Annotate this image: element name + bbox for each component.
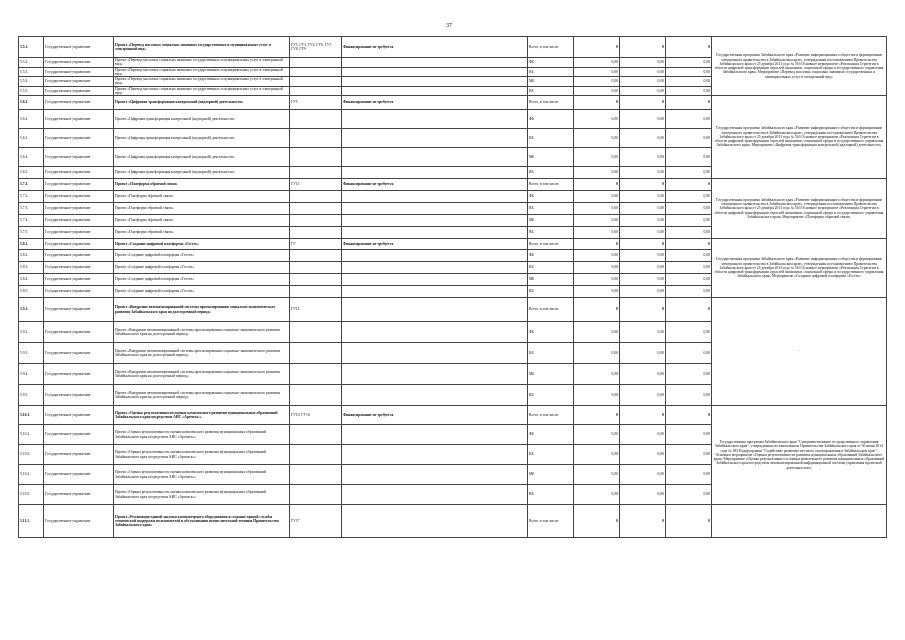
project-name: Проект «Перевод массовых социально значимых государственных и муниципальных услуг в электронный вид» — [114, 86, 290, 96]
financing-note — [342, 262, 528, 274]
value-2024: 0,00 — [666, 203, 712, 215]
financing-note: Финансирование не требуется — [342, 37, 528, 58]
value-2023: 0,00 — [620, 86, 666, 96]
project-name: Проект «Внедрение автоматизированной системы прогнозирования социально-экономического развития Забайкальского края на долгосрочный период» — [114, 322, 290, 343]
value-2024: 0 — [666, 96, 712, 110]
financing-note — [342, 505, 528, 538]
org-cell: Государственное управление — [44, 191, 114, 203]
value-2022: 0,00 — [574, 465, 620, 485]
row-number: 5.6.3. — [19, 129, 44, 148]
indicators-cell — [290, 148, 342, 167]
indicators-cell — [290, 250, 342, 262]
row-number: 5.10.5. — [19, 485, 44, 505]
value-2022: 0,00 — [574, 485, 620, 505]
financing-note — [342, 343, 528, 364]
row-number: 5.7.3. — [19, 203, 44, 215]
project-name: Проект «Оценка результативности оценки комплексного развития муниципальных образований Забайкальского края посредством АИС «Аргента»» — [114, 425, 290, 445]
project-name: Проект «Цифровая трансформация контрольной (надзорной) деятельности» — [114, 148, 290, 167]
org-cell: Государственное управление — [44, 385, 114, 406]
value-2024: 0,00 — [666, 191, 712, 203]
value-2022: 0,00 — [574, 364, 620, 385]
table-row — [19, 505, 887, 538]
funding-source: ФБ — [528, 191, 574, 203]
project-name: Проект «Создание цифровой платформы «Гостех» — [114, 286, 290, 298]
financing-note — [342, 148, 528, 167]
value-2024: 0 — [666, 406, 712, 425]
financing-note — [342, 364, 528, 385]
project-name: Проект «Платформа обратной связи» — [114, 191, 290, 203]
org-cell: Государственное управление — [44, 129, 114, 148]
value-2023: 0,00 — [620, 385, 666, 406]
value-2023: 0,00 — [620, 262, 666, 274]
financing-note — [342, 58, 528, 68]
value-2023: 0,00 — [620, 286, 666, 298]
project-name: Проект «Создание цифровой платформы «Гостех» — [114, 239, 290, 250]
org-cell: Государственное управление — [44, 203, 114, 215]
value-2022: 0,00 — [574, 77, 620, 87]
funding-source: КБ — [528, 67, 574, 77]
project-name: Проект «Перевод массовых социально значимых государственных и муниципальных услуг в электронный вид» — [114, 58, 290, 68]
project-name: Проект «Цифровая трансформация контрольной (надзорной) деятельности» — [114, 167, 290, 179]
value-2023: 0,00 — [620, 425, 666, 445]
indicators-cell — [290, 67, 342, 77]
org-cell: Государственное управление — [44, 425, 114, 445]
org-cell: Государственное управление — [44, 227, 114, 239]
table-row — [19, 298, 887, 322]
row-number: 5.9.1. — [19, 298, 44, 322]
value-2022: 0,00 — [574, 58, 620, 68]
funding-source: Всего, в том числе: — [528, 505, 574, 538]
value-2023: 0 — [620, 96, 666, 110]
org-cell: Государственное управление — [44, 286, 114, 298]
row-number: 5.6.2. — [19, 110, 44, 129]
project-name: Проект «Создание цифровой платформы «Гостех» — [114, 262, 290, 274]
program-reference-note: - — [712, 298, 887, 406]
funding-source: ФБ — [528, 250, 574, 262]
indicators-cell: ГУ17 — [290, 505, 342, 538]
financing-note — [342, 465, 528, 485]
value-2022: 0 — [574, 298, 620, 322]
project-name: Проект «Внедрение автоматизированной системы прогнозирования социально-экономического развития Забайкальского края на долгосрочный период» — [114, 364, 290, 385]
value-2022: 0 — [574, 406, 620, 425]
value-2024: 0,00 — [666, 322, 712, 343]
org-cell: Государственное управление — [44, 274, 114, 286]
value-2024: 0,00 — [666, 274, 712, 286]
value-2023: 0,00 — [620, 77, 666, 87]
indicators-cell — [290, 191, 342, 203]
indicators-cell — [290, 343, 342, 364]
funding-source: КБ — [528, 262, 574, 274]
financing-note — [342, 110, 528, 129]
value-2022: 0,00 — [574, 67, 620, 77]
value-2022: 0 — [574, 239, 620, 250]
row-number: 5.8.1. — [19, 239, 44, 250]
value-2024: 0,00 — [666, 286, 712, 298]
value-2024: 0,00 — [666, 364, 712, 385]
value-2022: 0,00 — [574, 129, 620, 148]
value-2023: 0,00 — [620, 250, 666, 262]
org-cell: Государственное управление — [44, 406, 114, 425]
value-2023: 0,00 — [620, 129, 666, 148]
funding-source: ВБ — [528, 167, 574, 179]
value-2024: 0,00 — [666, 250, 712, 262]
financing-note — [342, 191, 528, 203]
indicators-cell — [290, 465, 342, 485]
funding-source: ВБ — [528, 385, 574, 406]
project-name: Проект «Оценка результативности оценки комплексного развития муниципальных образований Забайкальского края посредством АИС «Аргента»» — [114, 406, 290, 425]
indicators-cell — [290, 364, 342, 385]
financing-note — [342, 485, 528, 505]
value-2022: 0,00 — [574, 274, 620, 286]
row-number: 5.6.1. — [19, 96, 44, 110]
row-number: 5.9.3. — [19, 343, 44, 364]
indicators-cell — [290, 77, 342, 87]
value-2022: 0,00 — [574, 343, 620, 364]
indicators-cell — [290, 86, 342, 96]
value-2022: 0,00 — [574, 110, 620, 129]
value-2024: 0,00 — [666, 148, 712, 167]
org-cell: Государственное управление — [44, 485, 114, 505]
funding-source: Всего, в том числе: — [528, 179, 574, 191]
row-number: 5.10.1. — [19, 406, 44, 425]
value-2022: 0 — [574, 37, 620, 58]
financing-note — [342, 77, 528, 87]
org-cell: Государственное управление — [44, 96, 114, 110]
indicators-cell — [290, 203, 342, 215]
value-2024: 0,00 — [666, 77, 712, 87]
funding-source: КБ — [528, 129, 574, 148]
value-2022: 0,00 — [574, 262, 620, 274]
funding-source: КБ — [528, 343, 574, 364]
indicators-cell — [290, 286, 342, 298]
org-cell: Государственное управление — [44, 86, 114, 96]
row-number: 5.7.4. — [19, 215, 44, 227]
financing-note — [342, 425, 528, 445]
funding-source: Всего, в том числе: — [528, 239, 574, 250]
funding-source: МБ — [528, 77, 574, 87]
row-number: 5.6.4. — [19, 148, 44, 167]
value-2024: 0 — [666, 298, 712, 322]
financing-note — [342, 385, 528, 406]
funding-source: КБ — [528, 445, 574, 465]
financing-note: Финансирование не требуется — [342, 239, 528, 250]
row-number: 5.8.3. — [19, 262, 44, 274]
indicators-cell — [290, 58, 342, 68]
project-name: Проект «Внедрение автоматизированной системы прогнозирования социально-экономического развития Забайкальского края на долгосрочный период» — [114, 385, 290, 406]
funding-source: ВБ — [528, 227, 574, 239]
row-number: 5.7.5. — [19, 227, 44, 239]
financing-note — [342, 67, 528, 77]
indicators-cell: ГУ13 — [290, 179, 342, 191]
project-name: Проект «Платформа обратной связи» — [114, 179, 290, 191]
value-2024: 0,00 — [666, 215, 712, 227]
value-2023: 0,00 — [620, 274, 666, 286]
org-cell: Государственное управление — [44, 58, 114, 68]
program-reference-note: Государственная программа Забайкальского края «Развитие информационного общества и формирование электронного правительства в Забайкальском крае», утвержденная постановлением Правительства Забайкальского края от 25 декабря 2013 года № 563 Основное мероприятие «Реализация Стратегии в области цифровой трансформации отраслей экономики, социальной сферы и государственного управления Забайкальского края» Мероприятие «Платформа обратной связи» — [712, 179, 887, 239]
value-2022: 0 — [574, 96, 620, 110]
value-2023: 0,00 — [620, 364, 666, 385]
value-2023: 0,00 — [620, 322, 666, 343]
financing-note — [342, 129, 528, 148]
value-2023: 0,00 — [620, 110, 666, 129]
table-row — [19, 96, 887, 110]
indicators-cell — [290, 385, 342, 406]
value-2023: 0 — [620, 298, 666, 322]
program-reference-note: Государственная программа Забайкальского края "Совершенствование государственного управления Забайкальского края", утвержденная постановлением Правительства Забайкальского края от 30 июня 2014 года № 383 Подпрограмма "Содействие развитию местного самоуправления в Забайкальском крае". Основное мероприятие «Оценка результативности развития муниципальных образований Забайкальского края» Мероприятие «Оценка результативности оценки комплексного развития муниципальных образований Забайкальского края посредством автоматизированной информационной системы управления проектной деятельностью» — [712, 406, 887, 505]
project-name: Проект «Цифровая трансформация контрольной (надзорной) деятельности» — [114, 96, 290, 110]
org-cell: Государственное управление — [44, 298, 114, 322]
value-2024: 0,00 — [666, 485, 712, 505]
indicators-cell: ГУ — [290, 239, 342, 250]
value-2023: 0,00 — [620, 343, 666, 364]
project-name: Проект «Внедрение автоматизированной системы прогнозирования социально-экономического развития Забайкальского края на долгосрочный период» — [114, 343, 290, 364]
value-2024: 0,00 — [666, 58, 712, 68]
financing-note: Финансирование не требуется — [342, 96, 528, 110]
value-2023: 0,00 — [620, 465, 666, 485]
value-2022: 0,00 — [574, 227, 620, 239]
indicators-cell: ГУ14 — [290, 298, 342, 322]
financing-note — [342, 227, 528, 239]
funding-source: ФБ — [528, 110, 574, 129]
row-number: 5.8.2. — [19, 250, 44, 262]
project-name: Проект «Оценка результативности оценки комплексного развития муниципальных образований Забайкальского края посредством АИС «Аргента»» — [114, 445, 290, 465]
project-name: Проект «Внедрение автоматизированной системы прогнозирования социально-экономического развития Забайкальского края на долгосрочный период» — [114, 298, 290, 322]
org-cell: Государственное управление — [44, 110, 114, 129]
program-reference-note: Государственная программа Забайкальского края «Развитие информационного общества и формирование электронного правительства в Забайкальском крае», утвержденная постановлением Правительства Забайкальского края от 25 декабря 2013 года № 563 Основное мероприятие «Реализация Стратегии в области цифровой трансформации отраслей экономики, социальной сферы и государственного управления Забайкальского края» Мероприятие «Перевод массовых социально значимых государственных и муниципальных услуг в электронный вид» — [712, 37, 887, 96]
indicators-cell: ГУ5 — [290, 96, 342, 110]
financing-note — [342, 203, 528, 215]
value-2023: 0,00 — [620, 227, 666, 239]
project-name: Проект «Перевод массовых социально значимых государственных и муниципальных услуг в электронный вид» — [114, 37, 290, 58]
project-name: Проект «Цифровая трансформация контрольной (надзорной) деятельности» — [114, 110, 290, 129]
table-row — [19, 406, 887, 425]
value-2023: 0 — [620, 505, 666, 538]
value-2024: 0,00 — [666, 110, 712, 129]
row-number: 5.7.2. — [19, 191, 44, 203]
value-2024: 0,00 — [666, 129, 712, 148]
value-2022: 0,00 — [574, 425, 620, 445]
project-name: Проект «Цифровая трансформация контрольной (надзорной) деятельности» — [114, 129, 290, 148]
value-2022: 0,00 — [574, 445, 620, 465]
financing-note — [342, 250, 528, 262]
financing-note — [342, 322, 528, 343]
project-name: Проект «Оценка результативности оценки комплексного развития муниципальных образований Забайкальского края посредством АИС «Аргента»» — [114, 465, 290, 485]
row-number: 5.5.4. — [19, 77, 44, 87]
row-number: 5.5.5. — [19, 86, 44, 96]
value-2024: 0 — [666, 239, 712, 250]
org-cell: Государственное управление — [44, 250, 114, 262]
indicators-cell — [290, 227, 342, 239]
value-2024: 0,00 — [666, 465, 712, 485]
value-2024: 0 — [666, 505, 712, 538]
row-number: 5.7.1. — [19, 179, 44, 191]
project-name: Проект «Создание цифровой платформы «Гостех» — [114, 250, 290, 262]
value-2024: 0 — [666, 179, 712, 191]
row-number: 5.9.2. — [19, 322, 44, 343]
value-2022: 0,00 — [574, 286, 620, 298]
funding-source: МБ — [528, 364, 574, 385]
program-reference-note — [712, 505, 887, 538]
program-reference-note: Государственная программа Забайкальского края «Развитие информационного общества и формирование электронного правительства в Забайкальском крае», утвержденная постановлением Правительства Забайкальского края от 25 декабря 2013 года № 563 Основное мероприятие «Реализация Стратегии в области цифровой трансформации отраслей экономики, социальной сферы и государственного управления Забайкальского края» Мероприятие «Цифровая трансформация контрольной (надзорной) деятельности» — [712, 96, 887, 179]
financing-note — [342, 445, 528, 465]
funding-source: МБ — [528, 215, 574, 227]
value-2023: 0,00 — [620, 445, 666, 465]
indicators-cell — [290, 425, 342, 445]
value-2024: 0 — [666, 37, 712, 58]
indicators-cell — [290, 129, 342, 148]
value-2024: 0,00 — [666, 343, 712, 364]
row-number: 5.8.5. — [19, 286, 44, 298]
indicators-cell: ГУ10, ГУ16 — [290, 406, 342, 425]
indicators-cell — [290, 445, 342, 465]
funding-source: ВБ — [528, 485, 574, 505]
funding-source: ФБ — [528, 322, 574, 343]
org-cell: Государственное управление — [44, 465, 114, 485]
table-row — [19, 239, 887, 250]
org-cell: Государственное управление — [44, 322, 114, 343]
indicators-cell — [290, 110, 342, 129]
value-2023: 0,00 — [620, 167, 666, 179]
org-cell: Государственное управление — [44, 148, 114, 167]
indicators-cell: ГУ5, ГУ3, ГУ4, ГУ6, ГУ7, ГУ8, ГУ9 — [290, 37, 342, 58]
project-name: Проект «Перевод массовых социально значимых государственных и муниципальных услуг в электронный вид» — [114, 77, 290, 87]
row-number: 5.5.2. — [19, 58, 44, 68]
value-2024: 0,00 — [666, 445, 712, 465]
value-2022: 0,00 — [574, 167, 620, 179]
funding-source: МБ — [528, 274, 574, 286]
value-2023: 0,00 — [620, 485, 666, 505]
value-2022: 0,00 — [574, 203, 620, 215]
funding-source: ВБ — [528, 286, 574, 298]
org-cell: Государственное управление — [44, 505, 114, 538]
value-2022: 0 — [574, 505, 620, 538]
project-name: Проект «Перевод массовых социально значимых государственных и муниципальных услуг в электронный вид» — [114, 67, 290, 77]
org-cell: Государственное управление — [44, 77, 114, 87]
org-cell: Государственное управление — [44, 167, 114, 179]
funding-source: Всего, в том числе: — [528, 96, 574, 110]
value-2023: 0,00 — [620, 203, 666, 215]
org-cell: Государственное управление — [44, 67, 114, 77]
value-2023: 0,00 — [620, 191, 666, 203]
financing-note — [342, 86, 528, 96]
financing-note — [342, 167, 528, 179]
table-row — [19, 37, 887, 58]
financing-note: Финансирование не требуется — [342, 406, 528, 425]
financing-note: Финансирование не требуется — [342, 179, 528, 191]
financing-note — [342, 215, 528, 227]
value-2022: 0,00 — [574, 385, 620, 406]
indicators-cell — [290, 274, 342, 286]
org-cell: Государственное управление — [44, 445, 114, 465]
value-2022: 0,00 — [574, 191, 620, 203]
org-cell: Государственное управление — [44, 239, 114, 250]
row-number: 5.10.2. — [19, 425, 44, 445]
funding-source: Всего, в том числе: — [528, 37, 574, 58]
value-2023: 0 — [620, 179, 666, 191]
value-2023: 0,00 — [620, 148, 666, 167]
row-number: 5.9.4. — [19, 364, 44, 385]
value-2022: 0 — [574, 179, 620, 191]
project-name: Проект «Платформа обратной связи» — [114, 227, 290, 239]
row-number: 5.10.4. — [19, 465, 44, 485]
value-2022: 0,00 — [574, 250, 620, 262]
financing-note — [342, 274, 528, 286]
row-number: 5.6.5. — [19, 167, 44, 179]
value-2022: 0,00 — [574, 86, 620, 96]
value-2022: 0,00 — [574, 322, 620, 343]
value-2024: 0,00 — [666, 227, 712, 239]
org-cell: Государственное управление — [44, 215, 114, 227]
org-cell: Государственное управление — [44, 364, 114, 385]
value-2023: 0,00 — [620, 58, 666, 68]
program-table — [18, 36, 887, 538]
funding-source: МБ — [528, 148, 574, 167]
financing-note — [342, 298, 528, 322]
value-2023: 0 — [620, 406, 666, 425]
funding-source: ФБ — [528, 425, 574, 445]
value-2024: 0,00 — [666, 86, 712, 96]
table-row — [19, 179, 887, 191]
row-number: 5.9.5. — [19, 385, 44, 406]
indicators-cell — [290, 322, 342, 343]
row-number: 5.8.4. — [19, 274, 44, 286]
value-2024: 0,00 — [666, 167, 712, 179]
value-2024: 0,00 — [666, 67, 712, 77]
value-2024: 0,00 — [666, 385, 712, 406]
org-cell: Государственное управление — [44, 37, 114, 58]
financing-note — [342, 286, 528, 298]
project-name: Проект «Платформа обратной связи» — [114, 215, 290, 227]
indicators-cell — [290, 215, 342, 227]
indicators-cell — [290, 167, 342, 179]
funding-source: КБ — [528, 203, 574, 215]
value-2023: 0 — [620, 37, 666, 58]
value-2023: 0,00 — [620, 67, 666, 77]
project-name: Проект «Оценка результативности оценки комплексного развития муниципальных образований Забайкальского края посредством АИС «Аргента»» — [114, 485, 290, 505]
value-2023: 0 — [620, 239, 666, 250]
page-number: 37 — [446, 23, 452, 29]
org-cell: Государственное управление — [44, 343, 114, 364]
funding-source: ВБ — [528, 86, 574, 96]
org-cell: Государственное управление — [44, 179, 114, 191]
project-name: Проект «Реализация единой закупки компьютерного оборудования и создание единой службы технической поддержки пользователей и обслуживания вычислительной техники Правительства Забайкальского края» — [114, 505, 290, 538]
funding-source: МБ — [528, 465, 574, 485]
program-reference-note: Государственная программа Забайкальского края «Развитие информационного общества и формирование электронного правительства в Забайкальском крае», утвержденная постановлением Правительства Забайкальского края от 25 декабря 2013 года № 563 Основное мероприятие «Реализация Стратегии в области цифровой трансформации отраслей экономики, социальной сферы и государственного управления Забайкальского края» Мероприятие «Создание цифровой платформы «Гостех» — [712, 239, 887, 298]
indicators-cell — [290, 262, 342, 274]
indicators-cell — [290, 485, 342, 505]
row-number: 5.5.3. — [19, 67, 44, 77]
funding-source: ФБ — [528, 58, 574, 68]
funding-source: Всего, в том числе: — [528, 406, 574, 425]
row-number: 5.5.1. — [19, 37, 44, 58]
value-2023: 0,00 — [620, 215, 666, 227]
row-number: 5.11.1. — [19, 505, 44, 538]
value-2024: 0,00 — [666, 425, 712, 445]
value-2022: 0,00 — [574, 148, 620, 167]
project-name: Проект «Создание цифровой платформы «Гостех» — [114, 274, 290, 286]
value-2022: 0,00 — [574, 215, 620, 227]
row-number: 5.10.3. — [19, 445, 44, 465]
org-cell: Государственное управление — [44, 262, 114, 274]
project-name: Проект «Платформа обратной связи» — [114, 203, 290, 215]
value-2024: 0,00 — [666, 262, 712, 274]
funding-source: Всего, в том числе: — [528, 298, 574, 322]
